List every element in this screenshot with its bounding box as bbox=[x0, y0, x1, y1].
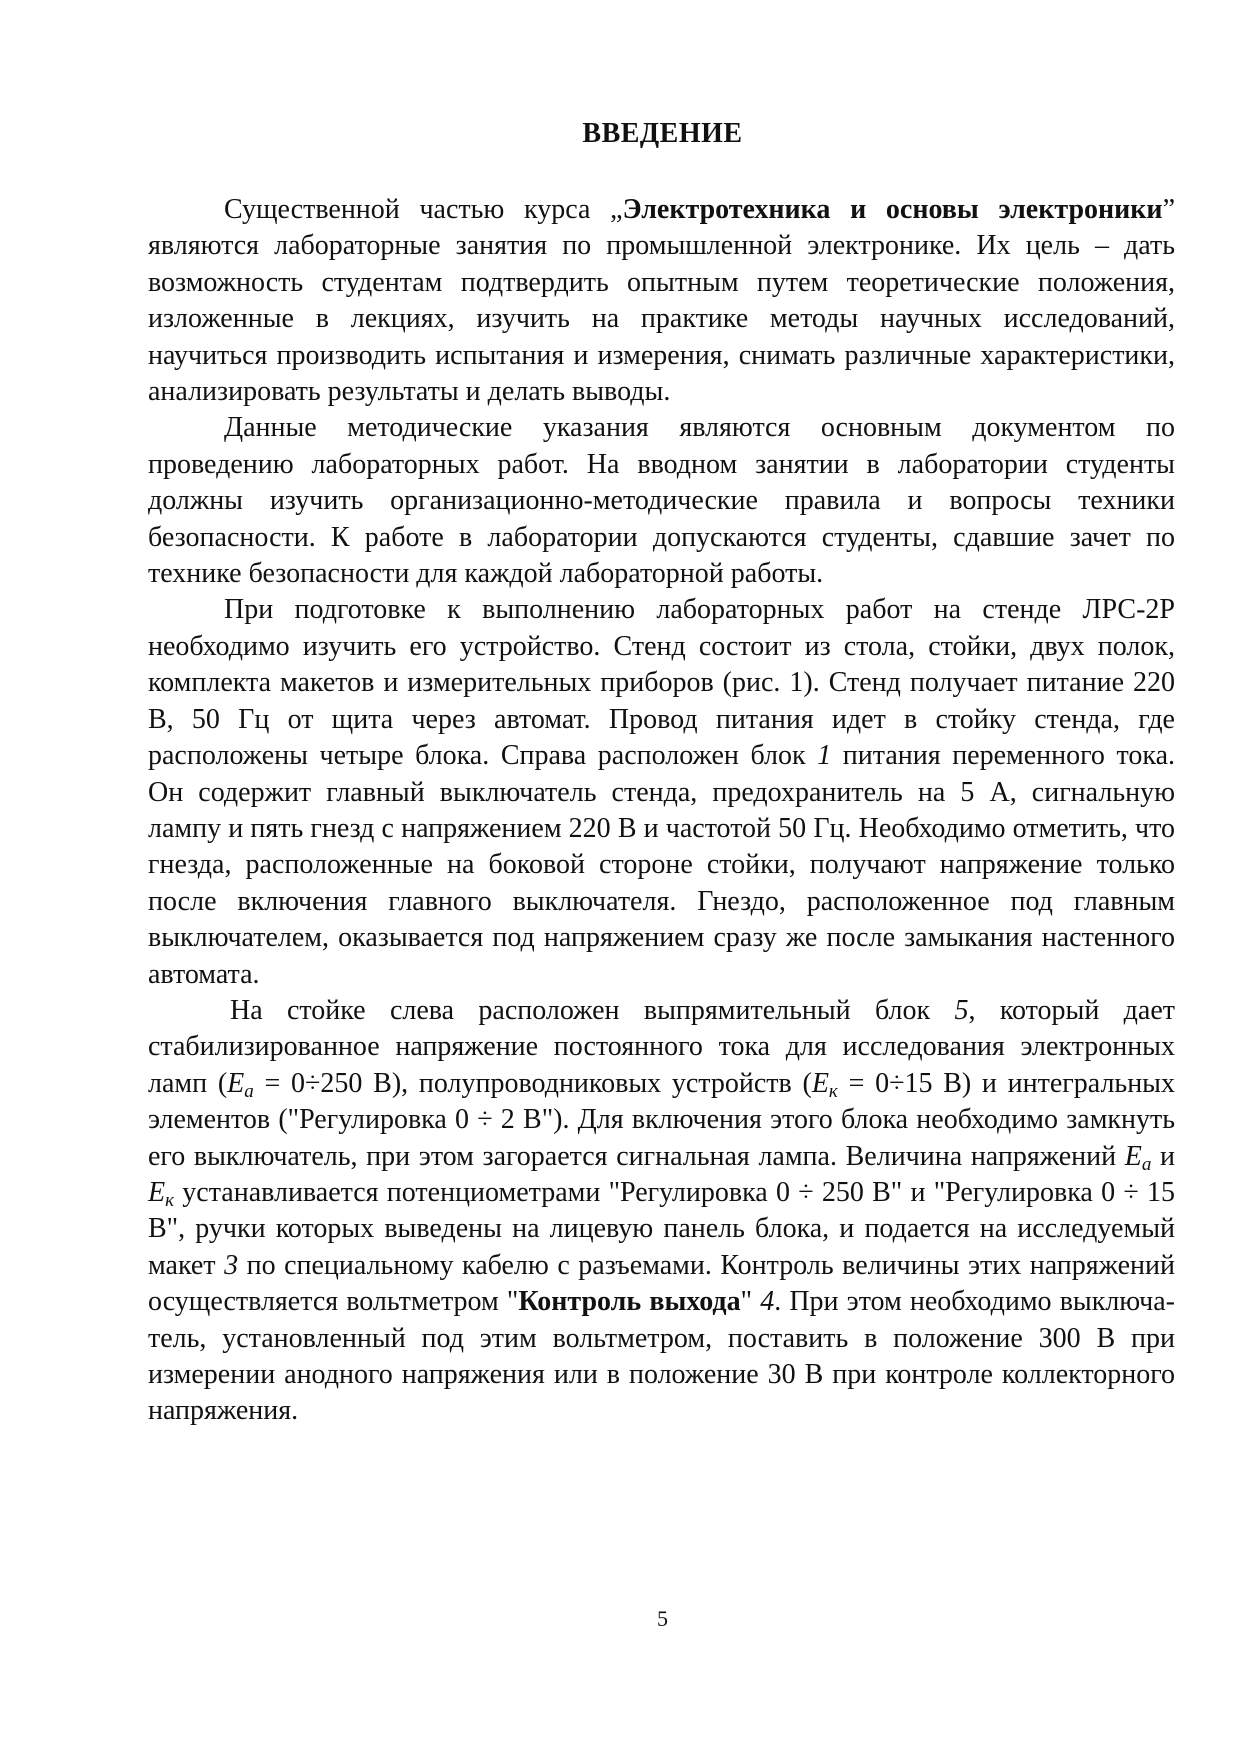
text-run: = 0÷15 В) и интегральных элементов ("Регулировка 0 ÷ 2 В"). Для включения этого блока необходимо замкнуть его выключатель, при этом загорается сигнальная лампа. Величина напряжений bbox=[148, 1067, 1175, 1172]
paragraph-1 bbox=[148, 192, 1175, 410]
item-reference: 5 bbox=[954, 994, 969, 1026]
symbol-e: E bbox=[227, 1067, 245, 1099]
text-run: = 0÷250 В), полупроводниковых устройств ( bbox=[253, 1067, 812, 1099]
item-reference: 3 bbox=[224, 1249, 239, 1281]
text-run: При подготовке к выполнению лабораторных работ на стенде ЛРС-2Р необходимо изучить его устройство. Стенд состоит из стола, стойки, двух полок, комплекта макетов и измерительных приборов (рис. 1). Стенд получает питание 220 В, 50 Гц от щита через автомат. Провод питания идет в стойку стенда, где расположены четыре блока. Справа расположен блок bbox=[148, 594, 1175, 772]
item-reference: 1 bbox=[817, 740, 832, 772]
text-run: Существенной частью курса „ bbox=[224, 194, 623, 225]
symbol-subscript: к bbox=[165, 1189, 175, 1211]
symbol-subscript: к bbox=[828, 1080, 838, 1102]
symbol-subscript: a bbox=[1141, 1153, 1152, 1175]
text-run: . При этом необходимо выключатель, установленный под этим вольтметром, поставить в положение 300 В при измерении анодного напряжения или в положение 30 В при контроле коллекторного напряжения. bbox=[148, 1286, 1175, 1427]
text-run: На стойке слева расположен выпрямительный блок bbox=[230, 994, 955, 1026]
text-run: " bbox=[740, 1286, 761, 1318]
body-text bbox=[148, 192, 1175, 1430]
voltmeter-label: Контроль выхода bbox=[518, 1286, 741, 1318]
paragraph-3 bbox=[148, 592, 1175, 992]
symbol-e: E bbox=[148, 1176, 166, 1208]
page-number: 5 bbox=[657, 1606, 668, 1631]
text-run: и bbox=[1151, 1140, 1176, 1172]
course-title: Электротехника и основы электроники bbox=[622, 194, 1163, 225]
paragraph-2 bbox=[148, 410, 1175, 592]
text-run: Данные методические указания являются основным документом по проведению лабораторных работ. На вводном занятии в лаборатории студенты должны изучить организационно-методические правила и вопросы техники безопасности. К работе в лаборатории допускаются студенты, сдавшие зачет по технике безопасности для каждой лабораторной работы. bbox=[148, 412, 1175, 590]
text-run: , который дает стабилизированное напряжение постоянного тока для исследования электронных ламп ( bbox=[148, 994, 1175, 1099]
text-run: питания переменного тока. Он содержит главный выключатель стенда, предохранитель на 5 А, сигнальную лампу и пять гнезд с напряжением 220 В и частотой 50 Гц. Необходимо отметить, что гнезда, расположенные на боковой стороне стойки, получают напряжение только после включения главного выключателя. Гнездо, расположенное под главным выключателем, оказывается под напряжением сразу же после замыкания настенного автомата. bbox=[148, 740, 1175, 990]
text-run: по специальному кабелю с разъемами. Контроль величины этих напряжений осуществляется вольтметром " bbox=[148, 1249, 1175, 1318]
item-reference: 4 bbox=[760, 1286, 775, 1318]
page-title: ВВЕДЕНИЕ bbox=[582, 118, 743, 149]
symbol-e: E bbox=[1124, 1140, 1142, 1172]
symbol-e: E bbox=[811, 1067, 829, 1099]
symbol-subscript: a bbox=[244, 1080, 254, 1102]
paragraph-4 bbox=[148, 993, 1175, 1430]
text-run: ” являются лабораторные занятия по промышленной электронике. Их цель – дать возможность студентам подтвердить опытным путем теоретические положения, изложенные в лекциях, изучить на практике методы научных исследований, научиться производить испытания и измерения, снимать различные характеристики, анализировать результаты и делать выводы. bbox=[148, 194, 1175, 408]
text-run: устанавливается потенциометрами "Регулировка 0 ÷ 250 В" и "Регулировка 0 ÷ 15 В", ручки которых выведены на лицевую панель блока, и подается на исследуемый макет bbox=[148, 1176, 1175, 1281]
